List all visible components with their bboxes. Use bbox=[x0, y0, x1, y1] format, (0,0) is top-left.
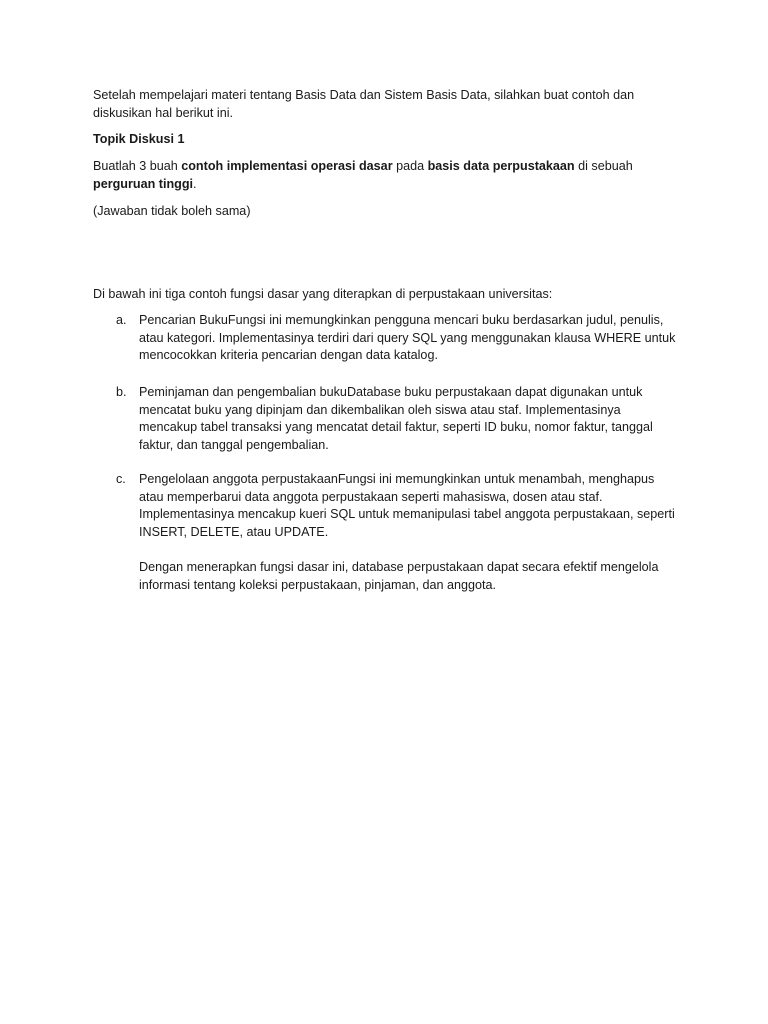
list-item-text: Pengelolaan anggota perpustakaanFungsi ini memungkinkan untuk menambah, menghapus atau memperbarui data anggota perpustakaan seperti mahasiswa, dosen atau staf. Implementasinya mencakup kueri SQL untuk memanipulasi tabel anggota perpustakaan, seperti INSERT, DELETE, atau UPDATE. bbox=[139, 472, 675, 539]
instruction-paragraph bbox=[93, 158, 683, 193]
intro-paragraph: Setelah mempelajari materi tentang Basis Data dan Sistem Basis Data, silahkan buat contoh dan diskusikan hal berikut ini. bbox=[93, 88, 635, 120]
instruction-bold-1: contoh implementasi operasi dasar bbox=[181, 159, 393, 173]
list-marker: c. bbox=[116, 472, 126, 486]
instruction-bold-3: perguruan tinggi bbox=[93, 176, 194, 191]
instruction-text-2: pada bbox=[392, 159, 428, 173]
closing-paragraph: Dengan menerapkan fungsi dasar ini, database perpustakaan dapat secara efektif mengelola informasi tentang koleksi perpustakaan, pinjaman, dan anggota. bbox=[139, 560, 659, 592]
instruction-text-4: . bbox=[193, 176, 197, 191]
instruction-text-1: Buatlah 3 buah bbox=[93, 159, 182, 173]
list-item-text: Peminjaman dan pengembalian bukuDatabase buku perpustakaan dapat digunakan untuk mencatat buku yang dipinjam dan dikembalikan oleh siswa atau staf. Implementasinya mencakup tabel transaksi yang mencatat detail faktur, seperti ID buku, nomor faktur, tanggal faktur, dan tanggal pengembalian. bbox=[139, 385, 653, 452]
list-marker: a. bbox=[116, 313, 127, 327]
answer-lead-paragraph: Di bawah ini tiga contoh fungsi dasar yang diterapkan di perpustakaan universitas: bbox=[93, 287, 553, 301]
topic-title: Topik Diskusi 1 bbox=[93, 132, 185, 146]
list-item-text: Pencarian BukuFungsi ini memungkinkan pengguna mencari buku berdasarkan judul, penulis, atau kategori. Implementasinya terdiri dari query SQL yang menggunakan klausa WHERE untuk mencocokkan kriteria pencarian dengan data katalog. bbox=[139, 313, 676, 362]
list-marker: b. bbox=[116, 385, 127, 399]
instruction-bold-2: basis data perpustakaan bbox=[427, 159, 575, 173]
instruction-text-3: di sebuah bbox=[574, 159, 633, 173]
note-paragraph: (Jawaban tidak boleh sama) bbox=[93, 204, 251, 218]
